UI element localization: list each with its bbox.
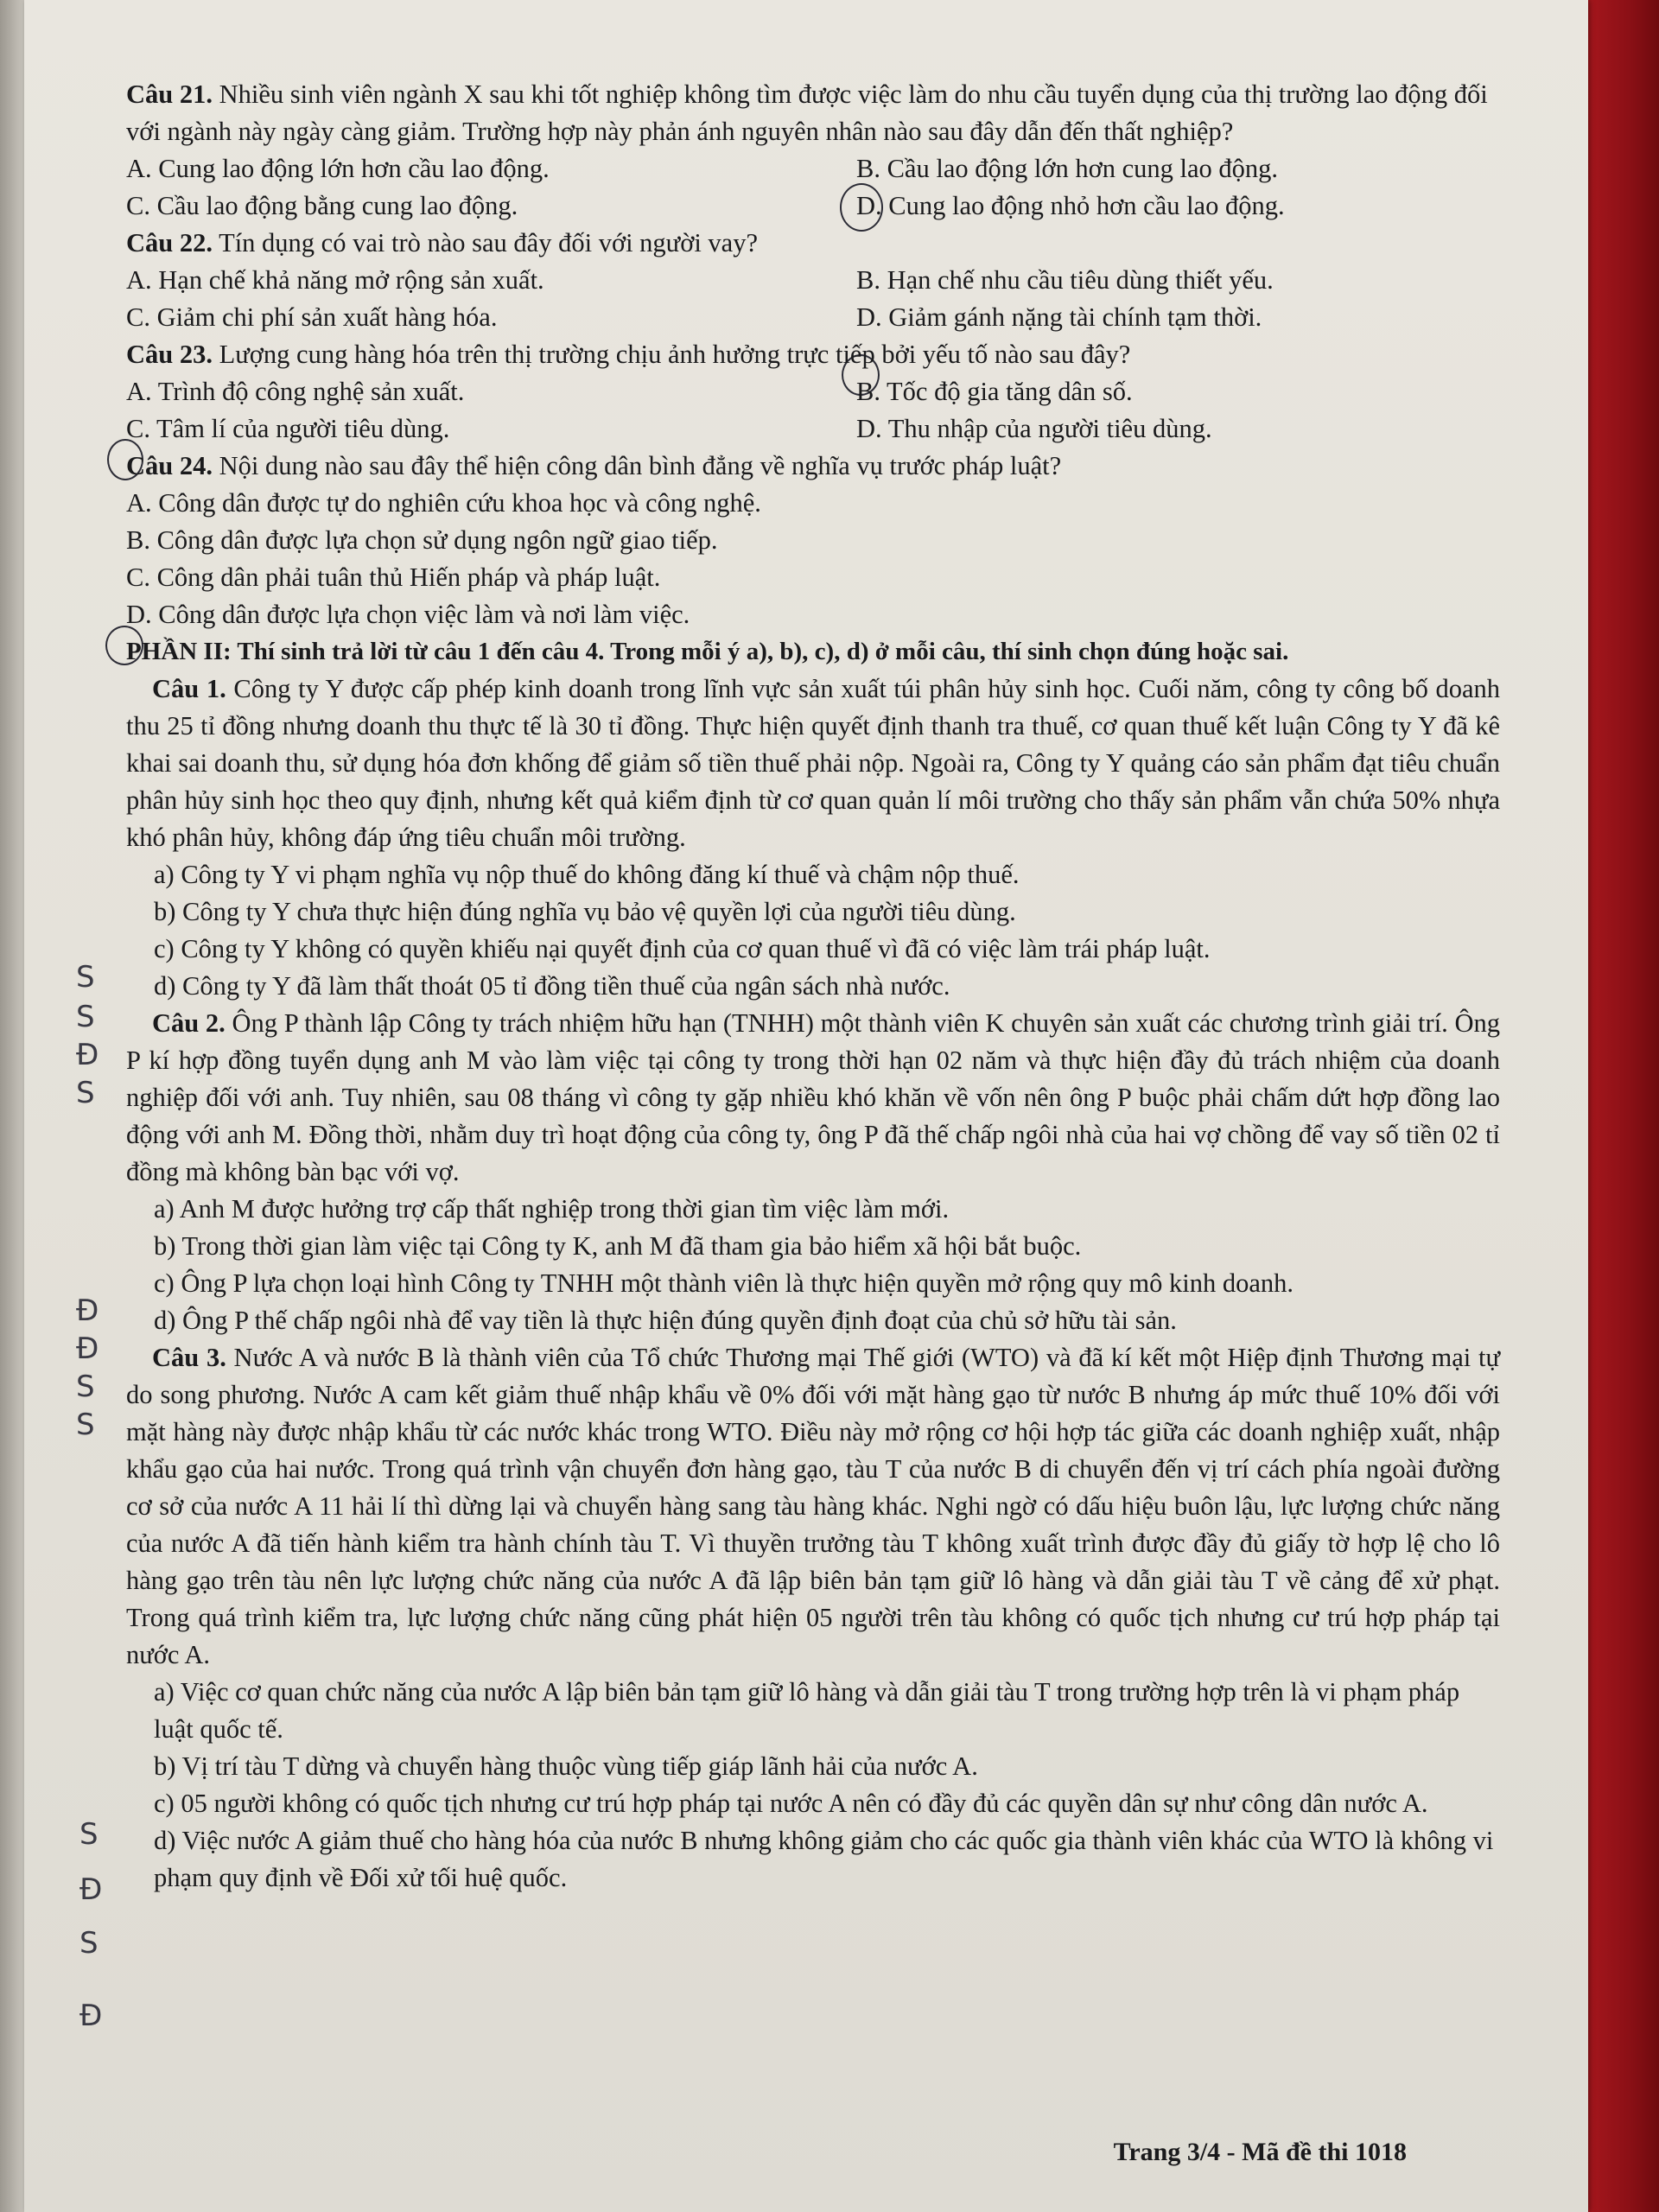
question-23-options-row-2 [126, 410, 1500, 448]
case-2 [126, 1005, 1500, 1191]
handwritten-mark-c1c: Đ [76, 1038, 99, 1072]
question-22-number: Câu 22. [126, 228, 213, 257]
question-23-option-c: C. Tâm lí của người tiêu dùng. [126, 414, 450, 443]
question-23-text: Lượng cung hàng hóa trên thị trường chịu ảnh hưởng trực tiếp bởi yếu tố nào sau đây? [219, 340, 1131, 369]
case-1-number: Câu 1. [152, 674, 226, 703]
question-23-option-a: A. Trình độ công nghệ sản xuất. [126, 377, 465, 406]
case-1-statement-c: c) Công ty Y không có quyền khiếu nại quyết định của cơ quan thuế vì đã có việc làm trái pháp luật. [154, 934, 1211, 963]
question-22-option-b: B. Hạn chế nhu cầu tiêu dùng thiết yếu. [856, 265, 1274, 295]
question-24-option-d: D. Công dân được lựa chọn việc làm và nơi làm việc. [126, 600, 690, 629]
handwritten-mark-c2b: Đ [76, 1332, 99, 1366]
handwritten-mark-c1b: S [76, 1000, 95, 1034]
handwritten-mark-c3b: Đ [79, 1872, 103, 1907]
question-23 [126, 336, 1500, 373]
case-3-statement-c: c) 05 người không có quốc tịch nhưng cư trú hợp pháp tại nước A nên có đầy đủ các quyền dân sự như công dân nước A. [154, 1789, 1428, 1818]
handwritten-mark-c2a: Đ [76, 1294, 99, 1328]
question-21-option-a: A. Cung lao động lớn hơn cầu lao động. [126, 154, 550, 183]
handwritten-mark-c3d: Đ [79, 1999, 103, 2033]
case-2-statement-b: b) Trong thời gian làm việc tại Công ty K, anh M đã tham gia bảo hiểm xã hội bắt buộc. [154, 1231, 1082, 1261]
case-1-statement-b: b) Công ty Y chưa thực hiện đúng nghĩa vụ bảo vệ quyền lợi của người tiêu dùng. [154, 897, 1016, 926]
question-21-option-d: D. Cung lao động nhỏ hơn cầu lao động. [856, 191, 1285, 220]
case-1 [126, 671, 1500, 856]
question-21-number: Câu 21. [126, 79, 213, 109]
question-21-options-row-1 [126, 150, 1500, 188]
question-21-text: Nhiều sinh viên ngành X sau khi tốt nghiệp không tìm được việc làm do nhu cầu tuyển dụng của thị trường lao động đối với ngành này ngày càng giảm. Trường hợp này phản ánh nguyên nhân nào sau đây dẫn đến thất nghiệp? [126, 79, 1488, 146]
handwritten-mark-c2c: S [76, 1370, 95, 1404]
question-22 [126, 225, 1500, 262]
case-2-statement-d: d) Ông P thế chấp ngôi nhà để vay tiền là thực hiện đúng quyền định đoạt của chủ sở hữu tài sản. [154, 1306, 1177, 1335]
question-21 [126, 76, 1500, 150]
exam-page [24, 0, 1588, 2212]
case-3-text: Nước A và nước B là thành viên của Tổ chức Thương mại Thế giới (WTO) và đã kí kết một Hiệp định Thương mại tự do song phương. Nước A cam kết giảm thuế nhập khẩu về 0% đối với mặt hàng gạo từ nước B nhưng áp mức thuế 10% đối với mặt hàng này được nhập khẩu từ các nước khác trong WTO. Điều này mở rộng cơ hội hợp tác giữa các doanh nghiệp xuất, nhập khẩu gạo của hai nước. Trong quá trình vận chuyển đơn hàng gạo, tàu T của nước B di chuyển đến vị trí cách phía ngoài đường cơ sở của nước A 11 hải lí thì dừng lại và chuyển hàng sang tàu hàng khác. Nghi ngờ có dấu hiệu buôn lậu, lực lượng chức năng của nước A đã tiến hành kiểm tra hành chính tàu T. Vì thuyền trưởng tàu T không xuất trình được đầy đủ giấy tờ hợp lệ cho lô hàng gạo trên tàu nên lực lượng chức năng của nước A đã lập biên bản tạm giữ lô hàng và dẫn giải tàu T về cảng để xử phạt. Trong quá trình kiểm tra, lực lượng chức năng cũng phát hiện 05 người trên tàu không có quốc tịch nhưng cư trú hợp pháp tại nước A. [126, 1343, 1500, 1669]
case-2-number: Câu 2. [152, 1008, 226, 1038]
question-24-option-a: A. Công dân được tự do nghiên cứu khoa học và công nghệ. [126, 488, 761, 518]
case-1-statement-a: a) Công ty Y vi phạm nghĩa vụ nộp thuế do không đăng kí thuế và chậm nộp thuế. [154, 860, 1020, 889]
question-22-options-row-1 [126, 262, 1500, 299]
question-22-option-d: D. Giảm gánh nặng tài chính tạm thời. [856, 302, 1262, 332]
exam-content [126, 76, 1500, 1897]
background-left-edge [0, 0, 24, 2212]
case-1-statement-d: d) Công ty Y đã làm thất thoát 05 tỉ đồng tiền thuế của ngân sách nhà nước. [154, 971, 950, 1001]
question-23-number: Câu 23. [126, 340, 213, 369]
case-3-statement-b: b) Vị trí tàu T dừng và chuyển hàng thuộc vùng tiếp giáp lãnh hải của nước A. [154, 1751, 978, 1781]
case-3 [126, 1339, 1500, 1674]
question-23-option-d: D. Thu nhập của người tiêu dùng. [856, 414, 1212, 443]
question-24-option-b: B. Công dân được lựa chọn sử dụng ngôn ngữ giao tiếp. [126, 525, 718, 555]
question-21-option-b: B. Cầu lao động lớn hơn cung lao động. [856, 154, 1279, 183]
case-2-statement-c: c) Ông P lựa chọn loại hình Công ty TNHH một thành viên là thực hiện quyền mở rộng quy mô kinh doanh. [154, 1268, 1294, 1298]
case-3-statement-a: a) Việc cơ quan chức năng của nước A lập biên bản tạm giữ lô hàng và dẫn giải tàu T trong trường hợp trên là vi phạm pháp luật quốc tế. [154, 1677, 1460, 1744]
question-24 [126, 448, 1500, 485]
question-24-option-c: C. Công dân phải tuân thủ Hiến pháp và pháp luật. [126, 563, 661, 592]
question-22-option-a: A. Hạn chế khả năng mở rộng sản xuất. [126, 265, 544, 295]
question-22-text: Tín dụng có vai trò nào sau đây đối với người vay? [219, 228, 759, 257]
handwritten-mark-c3c: S [79, 1926, 99, 1961]
case-3-number: Câu 3. [152, 1343, 226, 1372]
question-22-option-c: C. Giảm chi phí sản xuất hàng hóa. [126, 302, 498, 332]
question-21-options-row-2 [126, 188, 1500, 225]
page-footer: Trang 3/4 - Mã đề thi 1018 [1113, 2138, 1407, 2166]
handwritten-mark-c2d: S [76, 1408, 95, 1442]
question-24-text: Nội dung nào sau đây thể hiện công dân bình đẳng về nghĩa vụ trước pháp luật? [219, 451, 1062, 480]
handwritten-mark-c1d: S [76, 1076, 95, 1110]
part-2-title: PHẦN II: Thí sinh trả lời từ câu 1 đến câu 4. Trong mỗi ý a), b), c), d) ở mỗi câu, thí sinh chọn đúng hoặc sai. [126, 638, 1289, 665]
handwritten-mark-c1a: S [76, 960, 95, 995]
question-24-number: Câu 24. [126, 451, 213, 480]
case-2-statement-a: a) Anh M được hưởng trợ cấp thất nghiệp trong thời gian tìm việc làm mới. [154, 1194, 950, 1224]
case-1-text: Công ty Y được cấp phép kinh doanh trong lĩnh vực sản xuất túi phân hủy sinh học. Cuối năm, công ty công bố doanh thu 25 tỉ đồng nhưng doanh thu thực tế là 30 tỉ đồng. Thực hiện quyết định thanh tra thuế, cơ quan thuế kết luận Công ty Y đã kê khai sai doanh thu, sử dụng hóa đơn khống để giảm số tiền thuế phải nộp. Ngoài ra, Công ty Y quảng cáo sản phẩm đạt tiêu chuẩn phân hủy sinh học theo quy định, nhưng kết quả kiểm định từ cơ quan quản lí môi trường cho thấy sản phẩm vẫn chứa 50% nhựa khó phân hủy, không đáp ứng tiêu chuẩn môi trường. [126, 674, 1500, 852]
handwritten-mark-c3a: S [79, 1817, 99, 1852]
question-22-options-row-2 [126, 299, 1500, 336]
question-21-option-c: C. Cầu lao động bằng cung lao động. [126, 191, 518, 220]
case-3-statement-d: d) Việc nước A giảm thuế cho hàng hóa của nước B nhưng không giảm cho các quốc gia thành viên khác của WTO là không vi phạm quy định về Đối xử tối huệ quốc. [154, 1826, 1494, 1892]
case-2-text: Ông P thành lập Công ty trách nhiệm hữu hạn (TNHH) một thành viên K chuyên sản xuất các chương trình giải trí. Ông P kí hợp đồng tuyển dụng anh M vào làm việc tại công ty trong thời hạn 02 năm và thực hiện đầy đủ trách nhiệm của doanh nghiệp đối với anh. Tuy nhiên, sau 08 tháng vì công ty gặp nhiều khó khăn về vốn nên ông P buộc phải chấm dứt hợp đồng lao động với anh M. Đồng thời, nhằm duy trì hoạt động của công ty, ông P đã thế chấp ngôi nhà của hai vợ chồng để vay số tiền 02 tỉ đồng mà không bàn bạc với vợ. [126, 1008, 1501, 1186]
question-23-options-row-1 [126, 373, 1500, 410]
question-23-option-b: B. Tốc độ gia tăng dân số. [856, 377, 1133, 406]
